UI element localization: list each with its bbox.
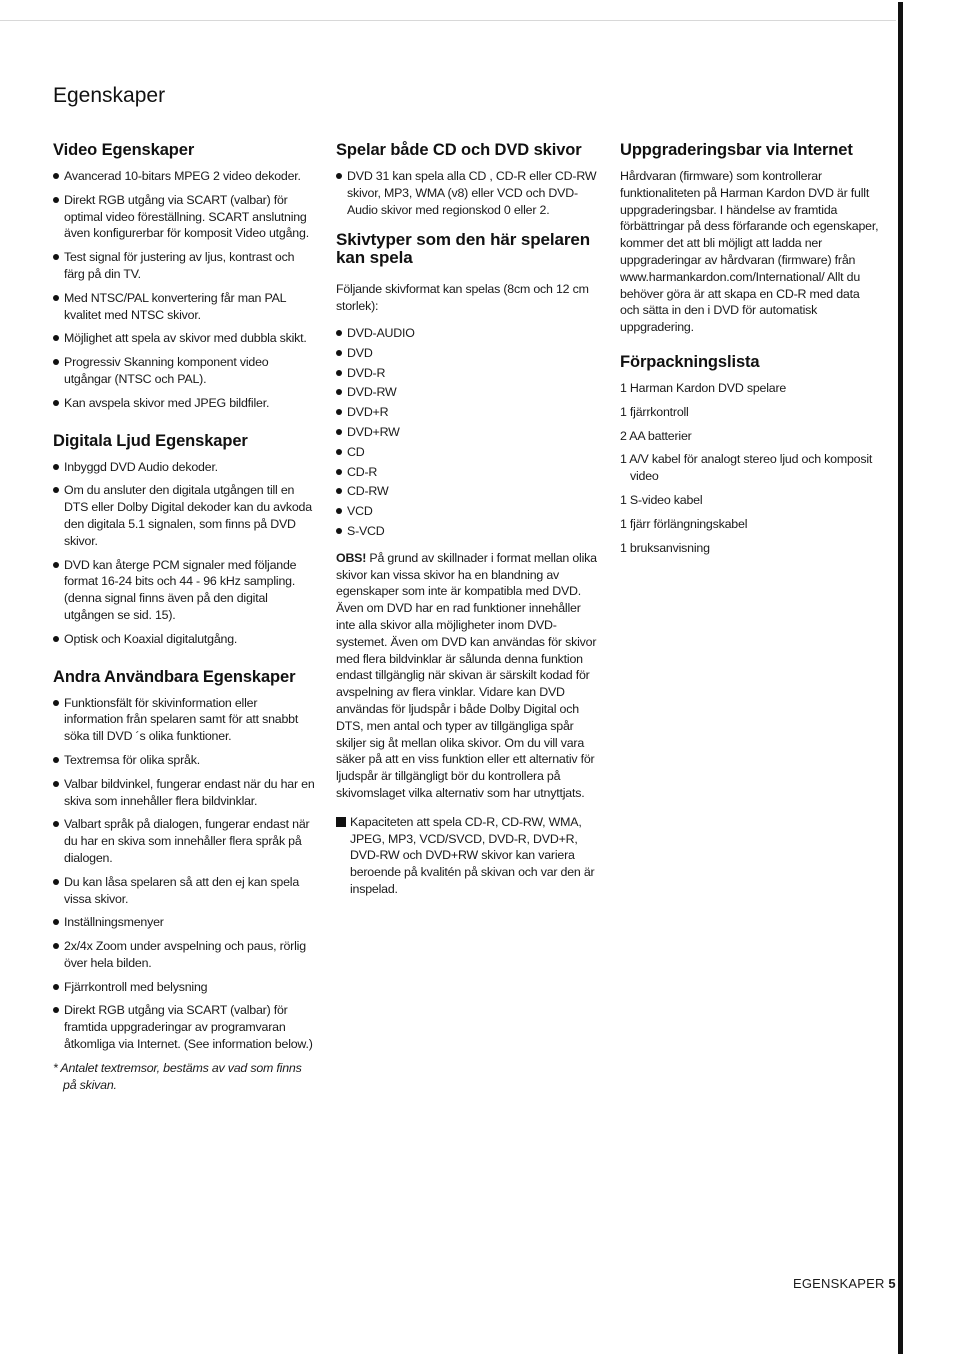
list-item: Avancerad 10-bitars MPEG 2 video dekoder. [53, 168, 315, 185]
list-item: Valbar bildvinkel, fungerar endast när du har en skiva som innehåller flera bildvinklar. [53, 776, 315, 810]
list-item: 1 A/V kabel för analogt stereo ljud och komposit video [620, 452, 873, 484]
bullet-icon [53, 757, 59, 763]
bullet-icon [53, 919, 59, 925]
page-number: 5 [888, 1276, 896, 1291]
column-middle [336, 140, 598, 898]
bullet-icon [53, 359, 59, 365]
bullet-icon [53, 1007, 59, 1013]
bullet-icon [53, 636, 59, 642]
list-item: Direkt RGB utgång via SCART (valbar) för optimal video föreställning. SCART anslutning även konfigurerbar för komposit Video utgång. [53, 192, 315, 242]
list-item: Fjärrkontroll med belysning [53, 979, 315, 996]
bullet-icon [336, 173, 342, 179]
bullet-icon [336, 508, 342, 514]
disc-types-intro: Följande skivformat kan spelas (8cm och 12 cm storlek): [336, 282, 589, 314]
column-right [620, 140, 882, 563]
column-left [53, 140, 315, 1101]
upgrade-heading: Uppgraderingsbar via Internet [620, 141, 853, 159]
other-list [53, 695, 315, 1053]
bullet-icon [336, 449, 342, 455]
bullet-icon [53, 464, 59, 470]
list-item: 1 fjärr förlängningskabel [620, 516, 748, 531]
list-item: Om du ansluter den digitala utgången till en DTS eller Dolby Digital dekoder kan du avkoda den digitala 5.1 signalen, som finns på DVD skivor. [53, 482, 315, 549]
top-rule [0, 20, 896, 21]
list-item: CD [336, 444, 598, 461]
bullet-icon [336, 409, 342, 415]
list-item: Optisk och Koaxial digitalutgång. [53, 631, 315, 648]
list-item: DVD-AUDIO [336, 325, 598, 342]
list-item: Test signal för justering av ljus, kontrast och färg på din TV. [53, 249, 315, 283]
package-list [620, 380, 882, 556]
list-item: Du kan låsa spelaren så att den ej kan spela vissa skivor. [53, 874, 315, 908]
list-item: DVD-RW [336, 384, 598, 401]
list-item: DVD-R [336, 365, 598, 382]
page-title: Egenskaper [53, 84, 166, 107]
playback-list [336, 168, 598, 218]
disc-format-list [336, 325, 598, 540]
bullet-icon [53, 700, 59, 706]
disc-types-heading: Skivtyper som den här spelaren kan spela [336, 230, 590, 268]
bullet-icon [53, 197, 59, 203]
page-edge-bar [898, 2, 903, 1354]
capacity-note: Kapaciteten att spela CD-R, CD-RW, WMA, JPEG, MP3, VCD/SVCD, DVD-R, DVD+R, DVD-RW och DVD+RW skivor kan variera beroende på kvalitén på skivan och var den är inspelad. [336, 814, 598, 898]
bullet-icon [336, 469, 342, 475]
list-item: DVD kan återge PCM signaler med följande format 16-24 bits och 44 - 96 kHz sampling. (denna signal finns även på den digital utgången se sid. 15). [53, 557, 315, 624]
bullet-icon [53, 173, 59, 179]
list-item: VCD [336, 503, 598, 520]
bullet-icon [336, 370, 342, 376]
list-item: 1 fjärrkontroll [620, 404, 689, 419]
footnote: * Antalet textremsor, bestäms av vad som finns på skivan. [53, 1060, 302, 1092]
list-item: Kan avspela skivor med JPEG bildfiler. [53, 395, 315, 412]
bullet-icon [53, 562, 59, 568]
bullet-icon [53, 400, 59, 406]
bullet-icon [53, 335, 59, 341]
video-list [53, 168, 315, 412]
list-item: Funktionsfält för skivinformation eller information från spelaren samt för att snabbt söka till DVD ´s olika funktioner. [53, 695, 315, 745]
list-item: CD-R [336, 464, 598, 481]
audio-list [53, 459, 315, 648]
bullet-icon [53, 821, 59, 827]
playback-heading: Spelar både CD och DVD skivor [336, 141, 582, 159]
bullet-icon [53, 487, 59, 493]
package-heading: Förpackningslista [620, 352, 760, 371]
list-item: Valbart språk på dialogen, fungerar endast när du har en skiva som innehåller flera språk på dialogen. [53, 816, 315, 866]
obs-text: På grund av skillnader i format mellan olika skivor kan vissa skivor ha en blandning av egenskaper som inte är kompatibla med DVD. Även om DVD har en rad funktioner innehåller inte alla skivor alla möjligheter inom DVD-systemet. Även om DVD kan användas för skivor med flera bildvinklar är sålunda denna funktion endast tillgänglig när skivan är särskilt kodad för avspelning av flera vinklar. Vidare kan DVD användas för ljudspår i både Dolby Digital och DTS, men antal och typer av tillgängliga spår skiljer sig åt mellan olika skivor. Om du vill vara säker på att en viss funktion eller ett alternativ för ljudspår är tillgängligt bör du kontrollera på skivomslaget vilka alternativ som har utnyttjats. [336, 550, 597, 800]
bullet-icon [336, 350, 342, 356]
bullet-icon [336, 488, 342, 494]
other-heading: Andra Användbara Egenskaper [53, 667, 296, 686]
list-item: S-VCD [336, 523, 598, 540]
audio-heading: Digitala Ljud Egenskaper [53, 431, 248, 450]
list-item: DVD+R [336, 404, 598, 421]
list-item: DVD [336, 345, 598, 362]
list-item: Möjlighet att spela av skivor med dubbla skikt. [53, 330, 315, 347]
list-item: DVD+RW [336, 424, 598, 441]
list-item: Direkt RGB utgång via SCART (valbar) för framtida uppgraderingar av programvaran åtkomliga via Internet. (See information below.) [53, 1002, 315, 1052]
square-bullet-icon [336, 817, 346, 827]
bullet-icon [53, 943, 59, 949]
list-item: Inställningsmenyer [53, 914, 315, 931]
list-item: Textremsa för olika språk. [53, 752, 315, 769]
list-item: CD-RW [336, 483, 598, 500]
list-item: 2x/4x Zoom under avspelning och paus, rörlig över hela bilden. [53, 938, 315, 972]
bullet-icon [336, 389, 342, 395]
bullet-icon [53, 879, 59, 885]
upgrade-text: Hårdvaran (firmware) som kontrollerar funktionaliteten på Harman Kardon DVD är fullt uppgraderingsbar. I händelse av framtida förbättringar på dess förfarande och egenskaper, kommer det att bli möjligt att ladda ner uppgraderingar av hårdvaran (firmware) från www.harmankardon.com/International/ Allt du behöver göra är att skapa en CD-R med data och sätta in den i DVD för automatisk uppgradering. [620, 169, 879, 335]
page-footer [793, 1276, 896, 1291]
list-item: DVD 31 kan spela alla CD , CD-R eller CD-RW skivor, MP3, WMA (v8) eller VCD och DVD-Audio skivor med regionskod 0 eller 2. [336, 168, 598, 218]
list-item: Progressiv Skanning komponent video utgångar (NTSC och PAL). [53, 354, 315, 388]
bullet-icon [53, 984, 59, 990]
obs-label: OBS! [336, 550, 367, 565]
list-item: 1 Harman Kardon DVD spelare [620, 380, 787, 395]
bullet-icon [53, 254, 59, 260]
bullet-icon [53, 295, 59, 301]
list-item: 2 AA batterier [620, 428, 692, 443]
list-item: 1 S-video kabel [620, 492, 703, 507]
video-heading: Video Egenskaper [53, 141, 195, 159]
footer-label: EGENSKAPER [793, 1276, 885, 1291]
bullet-icon [336, 330, 342, 336]
bullet-icon [53, 781, 59, 787]
obs-paragraph [336, 550, 598, 802]
bullet-icon [336, 429, 342, 435]
list-item: 1 bruksanvisning [620, 540, 710, 555]
bullet-icon [336, 528, 342, 534]
list-item: Med NTSC/PAL konvertering får man PAL kvalitet med NTSC skivor. [53, 290, 315, 324]
list-item: Inbyggd DVD Audio dekoder. [53, 459, 315, 476]
